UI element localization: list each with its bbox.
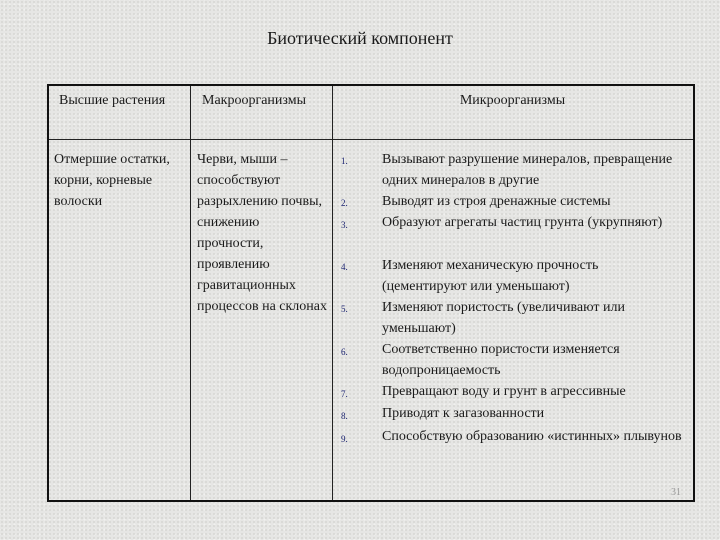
macro-cell: Черви, мыши – способствуют разрыхлению почвы, снижению прочности, проявлению гравитационных процессов на склонах xyxy=(197,152,327,314)
list-number: 6. xyxy=(341,347,348,357)
list-number: 8. xyxy=(341,411,348,421)
page-number: 31 xyxy=(671,487,681,498)
list-number: 7. xyxy=(341,389,348,399)
plants-cell: Отмершие остатки, корни, корневые волоски xyxy=(54,152,170,209)
column-divider xyxy=(190,86,191,500)
list-item: Соответственно пористости изменяется водопроницаемость xyxy=(382,342,620,378)
list-item: Выводят из строя дренажные системы xyxy=(382,194,611,209)
list-item: Способствую образованию «истинных» плывунов xyxy=(382,429,682,444)
list-item: Превращают воду и грунт в агрессивные xyxy=(382,384,626,399)
list-number: 5. xyxy=(341,304,348,314)
biotic-table xyxy=(47,84,695,502)
list-item: Приводят к загазованности xyxy=(382,406,545,421)
row-divider xyxy=(49,139,693,140)
list-item: Изменяют пористость (увеличивают или уменьшают) xyxy=(382,300,625,336)
header-micro: Микроорганизмы xyxy=(459,93,566,108)
list-item: Изменяют механическую прочность (цементируют или уменьшают) xyxy=(382,258,599,294)
list-item: Образуют агрегаты частиц грунта (укрупняют) xyxy=(382,215,663,230)
list-number: 4. xyxy=(341,262,348,272)
header-plants: Высшие растения xyxy=(59,93,166,108)
list-number: 2. xyxy=(341,198,348,208)
list-number: 9. xyxy=(341,434,348,444)
list-number: 1. xyxy=(341,156,348,166)
list-item: Вызывают разрушение минералов, превращение одних минералов в другие xyxy=(382,152,673,188)
list-number: 3. xyxy=(341,220,348,230)
slide-title: Биотический компонент xyxy=(267,28,453,48)
column-divider xyxy=(332,86,333,500)
header-macro: Макроорганизмы xyxy=(202,93,307,108)
